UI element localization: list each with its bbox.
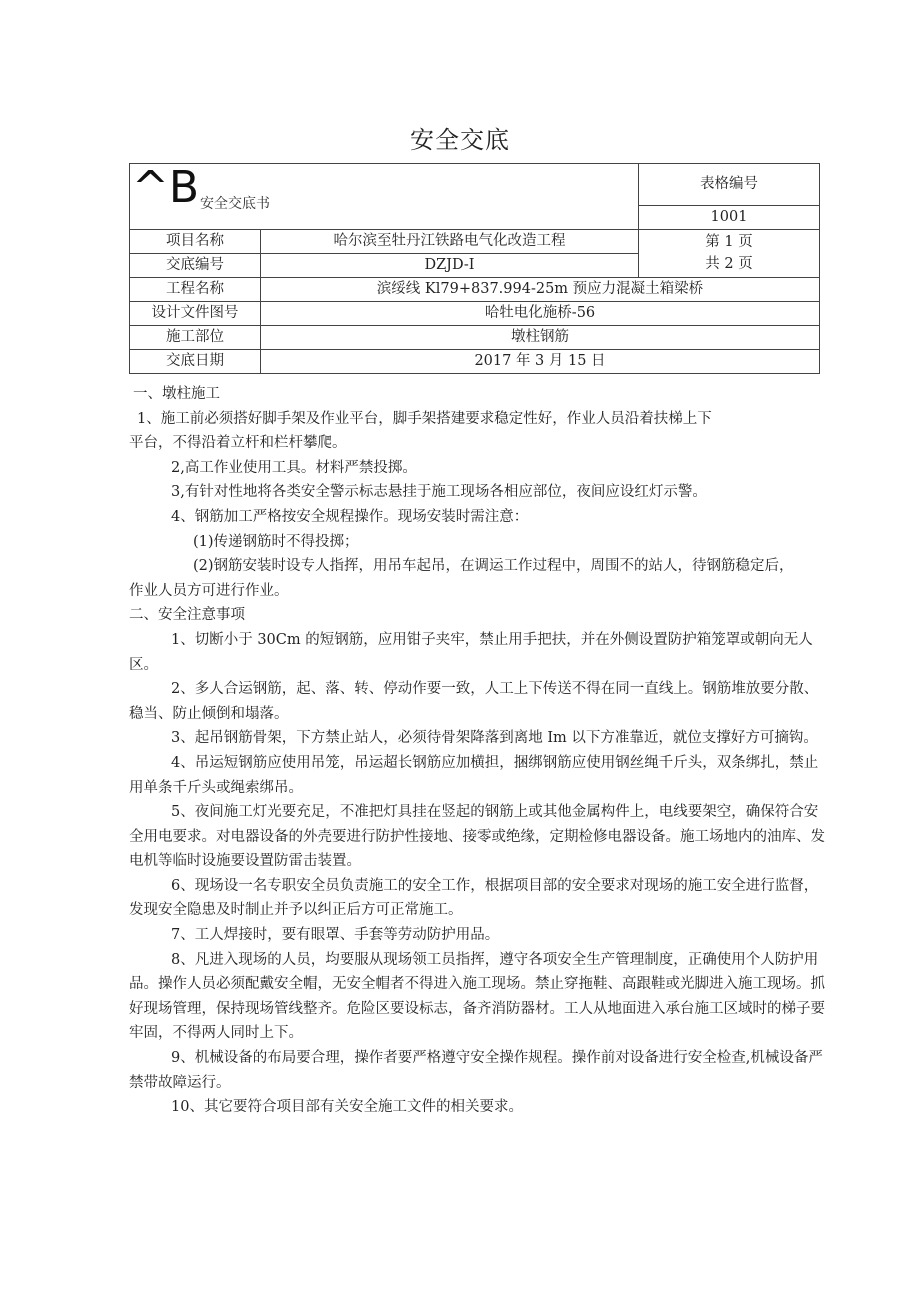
- row-label: 工程名称: [130, 278, 261, 302]
- paragraph: (1)传递钢筋时不得投掷；: [193, 533, 359, 550]
- page-count-cell: [639, 230, 820, 278]
- paragraph: 3,有针对性地将各类安全警示标志悬挂于施工现场各相应部位，夜间应设红灯示警。: [171, 484, 707, 501]
- paragraph: 2,高工作业使用工具。材料严禁投掷。: [171, 459, 417, 476]
- logo-text: 安全交底书: [200, 196, 270, 212]
- paragraph: 1、施工前必须搭好脚手架及作业平台，脚手架搭建要求稳定性好，作业人员沿着扶梯上下: [137, 410, 712, 427]
- paragraph: 作业人员方可进行作业。: [129, 582, 289, 599]
- paragraph: 4、钢筋加工严格按安全规程操作。现场安装时需注意：: [171, 508, 529, 525]
- row-value: 哈牡电化施桥-56: [261, 302, 820, 326]
- paragraph: 9、机械设备的布局要合理，操作者要严格遵守安全操作规程。操作前对设备进行安全检查,机械设备严禁带故障运行。: [129, 1050, 823, 1091]
- form-number-value: 1001: [639, 206, 820, 230]
- row-value: 2017 年 3 月 15 日: [261, 350, 820, 374]
- row-value: DZJD-I: [261, 254, 639, 278]
- row-value: 哈尔滨至牡丹江铁路电气化改造工程: [261, 230, 639, 254]
- paragraph: 平台，不得沿着立杆和栏杆攀爬。: [129, 435, 347, 452]
- page-total: 共 2 页: [705, 255, 753, 272]
- logo-cell: [130, 164, 639, 230]
- paragraph: 2、多人合运钢筋，起、落、转、停动作要一致，人工上下传送不得在同一直线上。钢筋堆放要分散、稳当、防止倾倒和塌落。: [129, 681, 819, 722]
- document-body: [129, 382, 825, 1120]
- row-label: 交底编号: [130, 254, 261, 278]
- document-title: 安全交底: [410, 126, 510, 154]
- form-number-label: 表格编号: [639, 164, 820, 206]
- row-label: 交底日期: [130, 350, 261, 374]
- paragraph: 4、吊运短钢筋应使用吊笼，吊运超长钢筋应加横担，捆绑钢筋应使用钢丝绳千斤头，双条绑扎，禁止用单条千斤头或绳索绑吊。: [129, 754, 819, 796]
- row-value: 墩柱钢筋: [261, 326, 820, 350]
- paragraph: 10、其它要符合项目部有关安全施工文件的相关要求。: [171, 1099, 523, 1116]
- row-value: 滨绥线 Kl79+837.994-25m 预应力混凝土箱梁桥: [261, 278, 820, 302]
- paragraph: (2)钢筋安装时设专人指挥，用吊车起吊，在调运工作过程中，周围不的站人，待钢筋稳定后，: [193, 558, 794, 575]
- paragraph: 1、切断小于 30Cm 的短钢筋，应用钳子夹牢，禁止用手把扶，并在外侧设置防护箱笼罩或朝向无人区。: [129, 631, 813, 673]
- page-current: 第 1 页: [705, 234, 753, 251]
- paragraph: 8、凡进入现场的人员，均要服从现场领工员指挥，遵守各项安全生产管理制度，正确使用个人防护用品。操作人员必须配戴安全帽，无安全帽者不得进入施工现场。禁止穿拖鞋、高跟鞋或光脚进入施工现场。抓好现场管理，保持现场管线整齐。危险区要设标志，备齐消防器材。工人从地面进入承台施工区域时的梯子要牢固，不得两人同时上下。: [129, 951, 825, 1042]
- paragraph: 7、工人焊接时，要有眼罩、手套等劳动防护用品。: [171, 927, 500, 944]
- section-title: 一、墩柱施工: [133, 386, 220, 402]
- paragraph: 3、起吊钢筋骨架，下方禁止站人，必须待骨架降落到离地 Im 以下方准靠近，就位支撑好方可摘钩。: [171, 730, 818, 747]
- paragraph: 5、夜间施工灯光要充足，不准把灯具挂在竖起的钢筋上或其他金属构件上，电线要架空，确保符合安全用电要求。对电器设备的外壳要进行防护性接地、接零或绝缘，定期检修电器设备。施工场地内的油库、发电机等临时设施要设置防雷击装置。: [129, 804, 825, 870]
- row-label: 设计文件图号: [130, 302, 261, 326]
- row-label: 项目名称: [130, 230, 261, 254]
- header-table: [129, 163, 820, 374]
- logo-icon: ^B: [132, 163, 200, 213]
- row-label: 施工部位: [130, 326, 261, 350]
- section-title: 二、安全注意事项: [129, 607, 245, 624]
- paragraph: 6、现场设一名专职安全员负责施工的安全工作，根据项目部的安全要求对现场的施工安全进行监督，发现安全隐患及时制止并予以纠正后方可正常施工。: [129, 877, 819, 919]
